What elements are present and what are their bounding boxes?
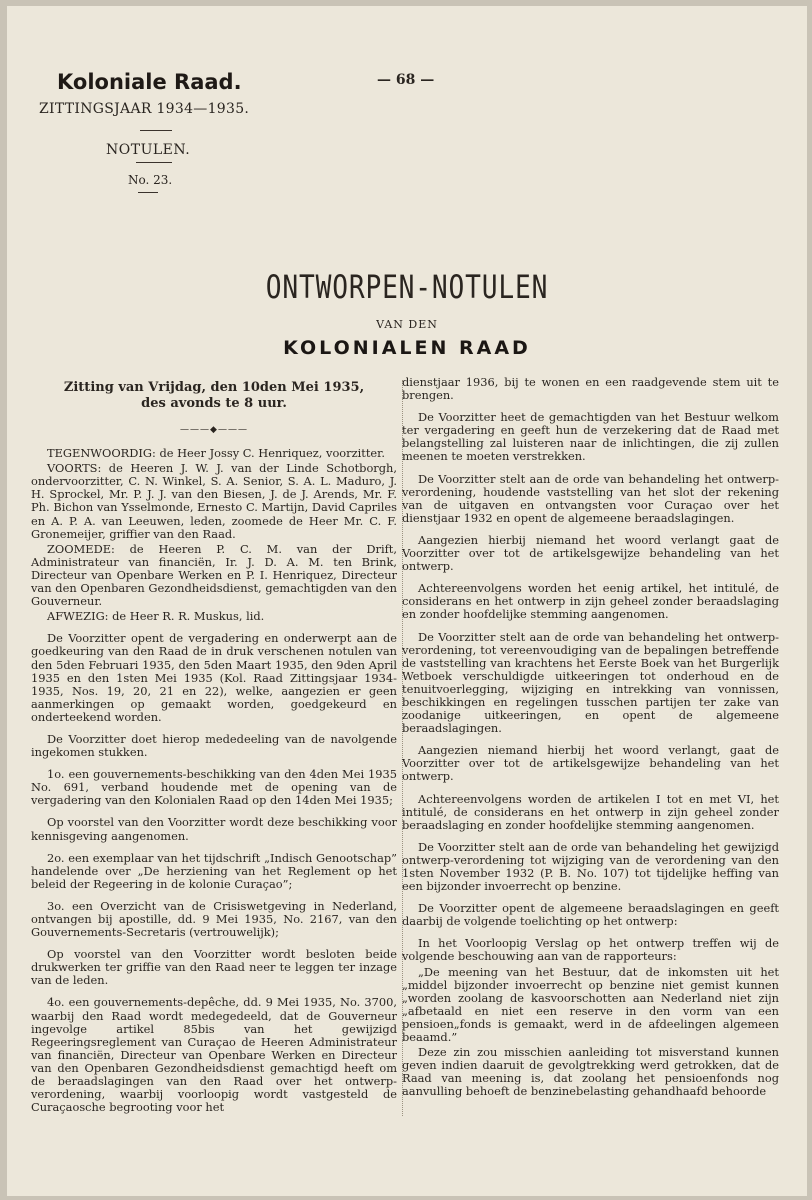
header-rule	[140, 130, 172, 131]
paragraph: 4o. een gouvernements-depêche, dd. 9 Mei 1935, No. 3700, waarbij den Raad wordt medegedeeld, dat de Gouverneur ingevolge artikel 85bis van het gewijzigd Regeeringsreglement van Curaçao de Heeren Administrateur van financiën, Directeur van Openbare Werken en Directeur van den Openbaren Gezondheidsdienst gemachtigd heeft om de beraadslagingen van den Raad over het ontwerp-verordening, waarbij voorloopig wordt vastgesteld de Curaçaosche begrooting voor het	[31, 995, 397, 1115]
page-number: — 68 —	[377, 72, 435, 88]
paragraph: De Voorzitter doet hierop mededeeling van de navolgende ingekomen stukken.	[31, 731, 397, 760]
right-column	[402, 376, 779, 1108]
paragraph: Deze zin zou misschien aanleiding tot misverstand kunnen geven indien daaruit de gevolgtrekking werd getrokken, dat de Raad van meening is, dat zoolang het pensioenfonds nog aanvulling behoeft de benzinebelasting gehandhaafd behoorde	[402, 1045, 779, 1099]
notulen-number: No. 23.	[128, 173, 173, 187]
paragraph: De Voorzitter stelt aan de orde van behandeling het gewijzigd ontwerp-verordening tot wijziging van de verordening van den 1sten November 1932 (P. B. No. 107) tot tijdelijke heffing van een bijzonder invoerrecht op benzine.	[402, 839, 779, 894]
paragraph: De Voorzitter stelt aan de orde van behandeling het ontwerp-verordening, houdende vaststelling van het slot der rekening van de uitgaven en ontvangsten voor Curaçao over het dienstjaar 1932 en opent de algemeene beraadslagingen.	[402, 471, 779, 525]
paragraph: Aangezien hierbij niemand het woord verlangt gaat de Voorzitter over tot de artikelsgewijze behandeling van het ontwerp.	[402, 532, 779, 574]
paragraph: In het Voorloopig Verslag op het ontwerp treffen wij de volgende beschouwing aan van de rapporteurs:	[402, 936, 779, 964]
paragraph: Op voorstel van den Voorzitter wordt besloten beide drukwerken ter griffie van den Raad neer te leggen ter inzage van de leden.	[31, 947, 397, 988]
paragraph: VOORTS: de Heeren J. W. J. van der Linde Schotborgh, ondervoorzitter, C. N. Winkel, S. A. Senior, S. A. L. Maduro, J. H. Sprockel, Mr. P. J. J. van den Biesen, J. de J. Arends, Mr. F. Ph. Bichon van Ysselmonde, Ernesto C. Martijn, David Capriles en A. P. A. van Leeuwen, leden, zoomede de Heer Mr. C. F. Gronemeijer, griffier van den Raad.	[31, 461, 397, 541]
masthead-council-name: KOLONIALEN RAAD	[283, 337, 531, 359]
document-page	[7, 6, 807, 1196]
paragraph: Op voorstel van den Voorzitter wordt deze beschikking voor kennisgeving aangenomen.	[31, 815, 397, 843]
paragraph: Achtereenvolgens worden het eenig artikel, het intitulé, de considerans en het ontwerp in zijn geheel zonder beraadslaging en zonder hoofdelijke stemming aangenomen.	[402, 581, 779, 622]
paragraph: dienstjaar 1936, bij te wonen en een raadgevende stem uit te brengen.	[402, 375, 779, 403]
paragraph: 2o. een exemplaar van het tijdschrift „Indisch Genootschap” handelende over „De herziening van het Reglement op het beleid der Regeering in de kolonie Curaçao”;	[31, 850, 397, 891]
document-title: Koloniale Raad.	[57, 70, 242, 94]
left-column	[31, 380, 397, 1123]
session-heading	[31, 380, 397, 412]
paragraph: ZOOMEDE: de Heeren P. C. M. van der Drift, Administrateur van financiën, Ir. J. D. A. M. ten Brink, Directeur van Openbare Werken en P. I. Henriquez, Directeur van den Openbaren Gezondheidsdienst, gemachtigden van den Gouverneur.	[31, 541, 397, 609]
paragraph: De Voorzitter stelt aan de orde van behandeling het ontwerp-verordening, tot vereenvoudiging van de bepalingen betreffende de vaststelling van krachtens het Eerste Boek van het Burgerlijk Wetboek verschuldigde uitkeeringen tot onderhoud en de tenuitvoerlegging, wijziging en intrekking van vonnissen, beschikkingen en regelingen tusschen partijen ter zake van zoodanige uitkeeringen, en opent de algemeene beraadslagingen.	[402, 629, 779, 736]
header-rule	[136, 162, 172, 163]
notulen-label: NOTULEN.	[106, 142, 191, 158]
paragraph: AFWEZIG: de Heer R. R. Muskus, lid.	[47, 609, 265, 624]
paragraph: TEGENWOORDIG: de Heer Jossy C. Henriquez, voorzitter.	[47, 446, 385, 461]
header-rule	[138, 192, 158, 193]
session-heading-line: Zitting van Vrijdag, den 10den Mei 1935,	[63, 380, 365, 395]
ornament-divider: ———◆———	[180, 425, 248, 435]
paragraph: 3o. een Overzicht van de Crisiswetgeving in Nederland, ontvangen bij apostille, dd. 9 Mei 1935, No. 2167, van den Gouvernements-Secretaris (vertrouwelijk);	[31, 898, 397, 940]
paragraph: De Voorzitter opent de algemeene beraadslagingen en geeft daarbij de volgende toelichting op het ontwerp:	[402, 901, 779, 929]
paragraph: Achtereenvolgens worden de artikelen I tot en met VI, het intitulé, de considerans en het ontwerp in zijn geheel zonder beraadslaging en zonder hoofdelijke stemming aangenomen.	[402, 791, 779, 832]
masthead-title: ONTWORPEN-NOTULEN	[265, 268, 549, 306]
quoted-paragraph: „De meening van het Bestuur, dat de inkomsten uit het „middel bijzonder invoerrecht op benzine niet gemist kunnen „worden zoolang de kasvoorschotten aan Nederland niet zijn „afbetaald en niet een reserve in den vorm van een pensioen„fonds is gemaakt, werd in de afdeelingen algemeen beaamd.”	[402, 964, 779, 1045]
paragraph: De Voorzitter opent de vergadering en onderwerpt aan de goedkeuring van den Raad de in druk verschenen notulen van den 5den Februari 1935, den 5den Maart 1935, den 9den April 1935 en den 1sten Mei 1935 (Kol. Raad Zittingsjaar 1934-1935, Nos. 19, 20, 21 en 22), welke, aangezien er geen aanmerkingen op gemaakt worden, goedgekeurd en onderteekend worden.	[31, 631, 397, 724]
paragraph: 1o. een gouvernements-beschikking van den 4den Mei 1935 No. 691, verband houdende met de opening van de vergadering van den Kolonialen Raad op den 14den Mei 1935;	[31, 767, 397, 808]
masthead-van-den: VAN DEN	[376, 318, 438, 331]
paragraph: De Voorzitter heet de gemachtigden van het Bestuur welkom ter vergadering en geeft hun de verzekering dat de Raad met belangstelling zal luisteren naar de inlichtingen, die zij zullen meenen te moeten verstrekken.	[402, 410, 779, 464]
paragraph: Aangezien niemand hierbij het woord verlangt, gaat de Voorzitter over tot de artikelsgewijze behandeling van het ontwerp.	[402, 743, 779, 784]
session-heading-line: des avonds te 8 uur.	[141, 396, 287, 411]
session-year: ZITTINGSJAAR 1934—1935.	[39, 101, 250, 117]
